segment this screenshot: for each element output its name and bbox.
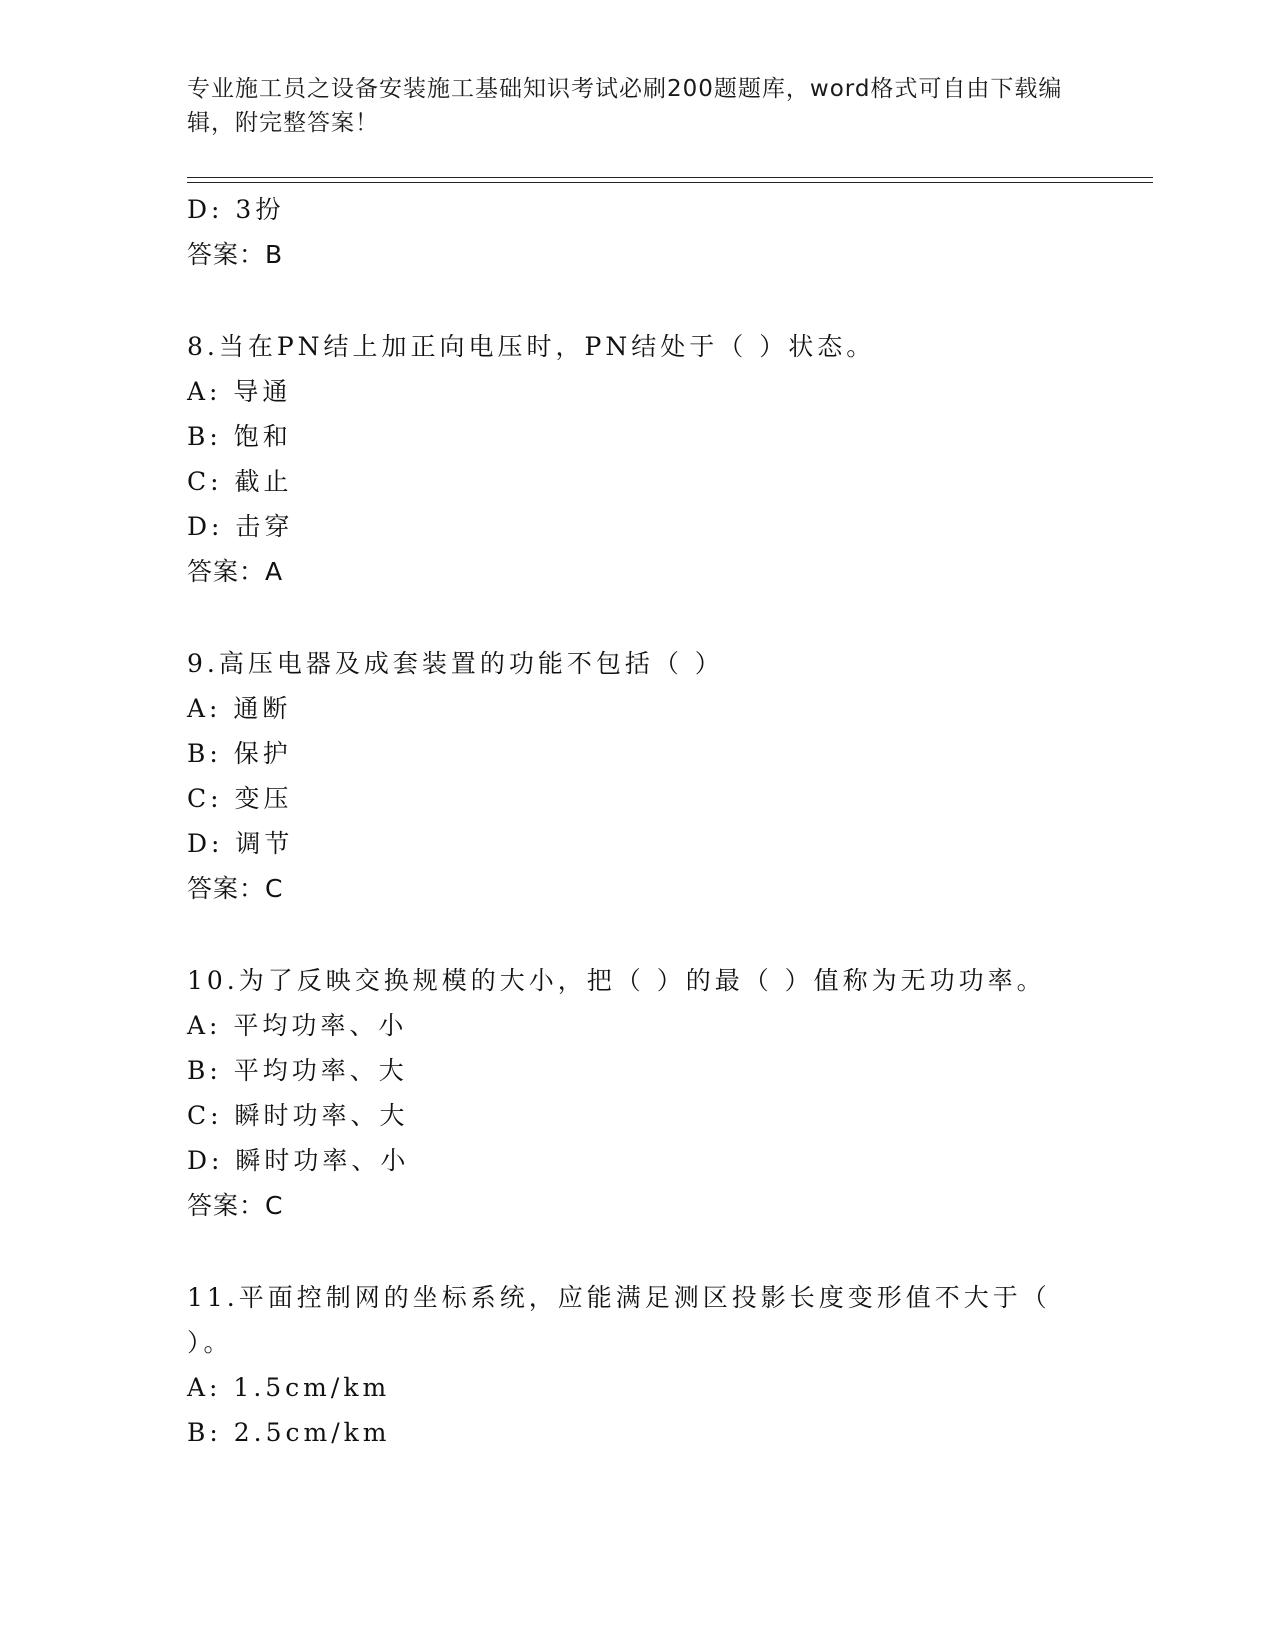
option-item: A: 导通 — [187, 377, 292, 406]
option-item: B: 饱和 — [187, 422, 292, 451]
header-divider — [187, 177, 1153, 183]
option-item: D: 调节 — [187, 829, 294, 858]
question-text: 10.为了反映交换规模的大小，把（ ）的最（ ）值称为无功功率。 — [187, 966, 1046, 995]
question-text: 8.当在PN结上加正向电压时，PN结处于（ ）状态。 — [187, 332, 876, 361]
option-item: D: 3扮 — [187, 195, 285, 224]
header-title: 专业施工员之设备安装施工基础知识考试必刷200题题库，word格式可自由下载编辑，附完整答案！ — [187, 76, 1063, 136]
option-item: C: 截止 — [187, 467, 293, 496]
option-item: A: 通断 — [187, 694, 292, 723]
option-item: C: 变压 — [187, 784, 293, 813]
answer-line: 答案：A — [187, 557, 284, 586]
answer-line: 答案：B — [187, 240, 284, 269]
document-header — [187, 72, 1087, 140]
option-item: B: 保护 — [187, 739, 292, 768]
option-item: B: 2.5cm/km — [187, 1418, 391, 1447]
answer-line: 答案：C — [187, 1191, 284, 1220]
option-item: D: 击穿 — [187, 512, 294, 541]
option-item: D: 瞬时功率、小 — [187, 1146, 410, 1175]
option-item: C: 瞬时功率、大 — [187, 1101, 409, 1130]
option-item: A: 平均功率、小 — [187, 1011, 408, 1040]
answer-line: 答案：C — [187, 874, 284, 903]
option-item: B: 平均功率、大 — [187, 1056, 408, 1085]
question-text: 11.平面控制网的坐标系统，应能满足测区投影长度变形值不大于（ ）。 — [187, 1283, 1051, 1357]
question-text: 9.高压电器及成套装置的功能不包括（ ） — [187, 649, 724, 678]
option-item: A: 1.5cm/km — [187, 1373, 391, 1402]
question-list — [187, 187, 1067, 1455]
